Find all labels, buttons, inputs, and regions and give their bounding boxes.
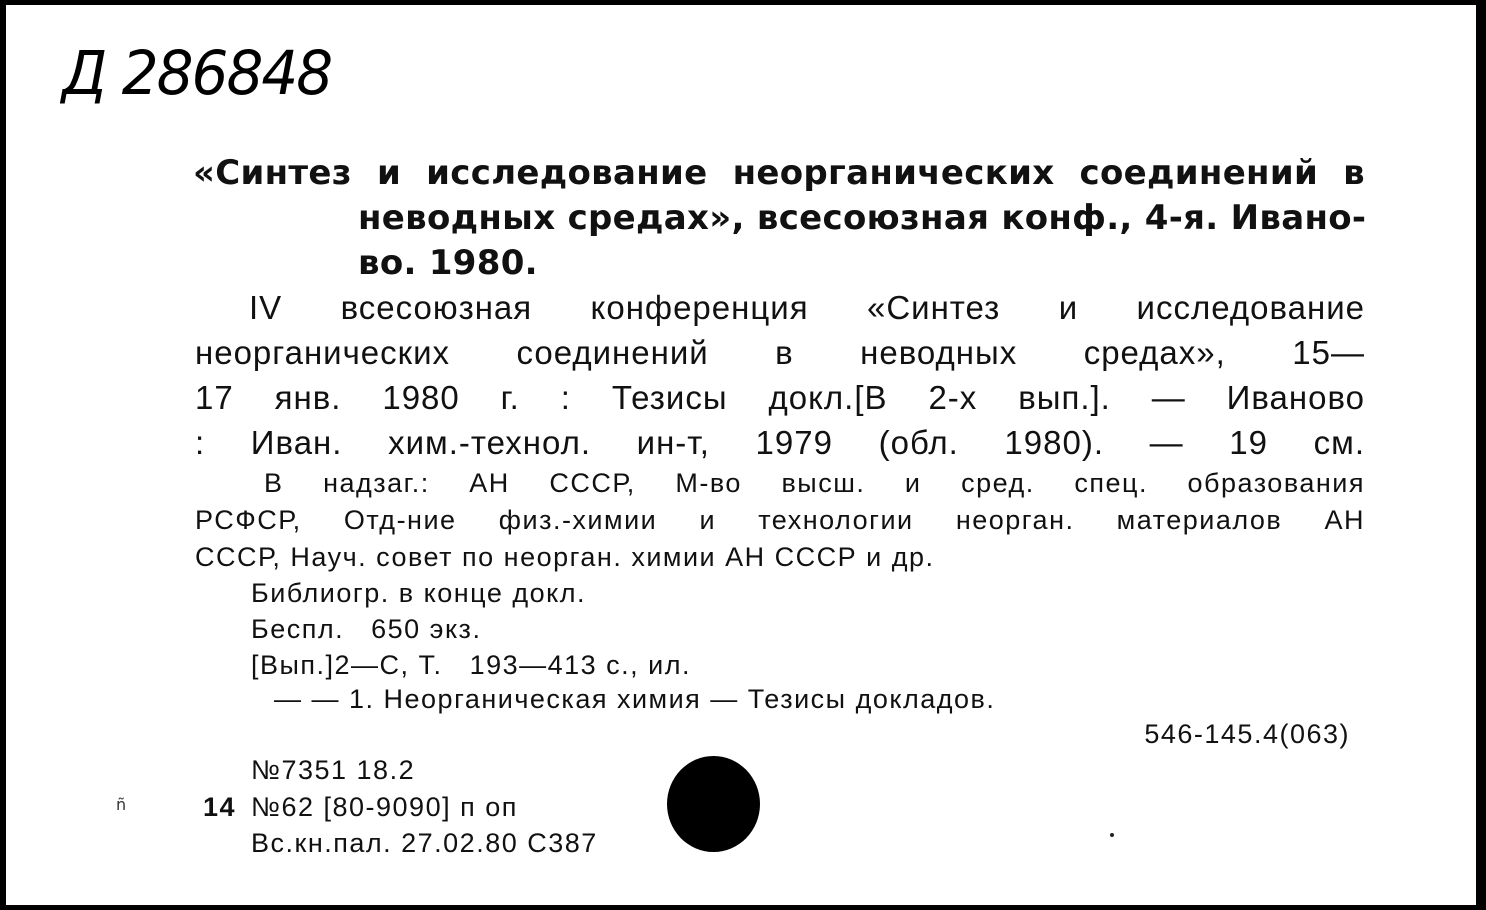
handwritten-call-number: Д 286848 <box>62 37 332 109</box>
body-line-2: неорганических соединений в неводных средах», 15— <box>195 334 1365 371</box>
footer-line-2-prefix: 14 <box>203 792 237 822</box>
body-line-1: IV всесоюзная конференция «Синтез и исследование <box>249 289 1365 326</box>
punch-hole-dot <box>667 756 760 852</box>
classification-code: 546-145.4(063) <box>1144 719 1350 749</box>
notes-line-6: [Вып.]2—С, Т. 193—413 с., ил. <box>251 650 692 680</box>
margin-mark: ñ <box>116 795 127 814</box>
footer-line-2: №62 [80-9090] п оп <box>251 792 518 822</box>
ink-speck <box>1110 833 1114 837</box>
notes-line-4: Библиогр. в конце докл. <box>251 578 586 608</box>
notes-line-5: Беспл. 650 экз. <box>251 614 482 644</box>
footer-line-1: №7351 18.2 <box>251 755 416 785</box>
notes-line-3: СССР, Науч. совет по неорган. химии АН СССР и др. <box>195 542 935 572</box>
body-line-4: : Иван. хим.-технол. ин-т, 1979 (обл. 1980). — 19 см. <box>195 424 1365 461</box>
notes-line-7: — — 1. Неорганическая химия — Тезисы докладов. <box>274 684 996 714</box>
notes-line-2: РСФСР, Отд-ние физ.-химии и технологии неорган. материалов АН <box>195 505 1365 535</box>
heading-line-3: во. 1980. <box>358 243 538 283</box>
footer-line-3: Вс.кн.пал. 27.02.80 С387 <box>251 828 598 858</box>
heading-line-2: неводных средах», всесоюзная конф., 4-я. Ивано- <box>358 198 1367 238</box>
body-line-3: 17 янв. 1980 г. : Тезисы докл.[В 2-х вып.]. — Иваново <box>195 379 1365 416</box>
heading-line-1: «Синтез и исследование неорганических соединений в <box>193 153 1365 193</box>
notes-line-1: В надзаг.: АН СССР, М-во высш. и сред. спец. образования <box>264 468 1365 498</box>
